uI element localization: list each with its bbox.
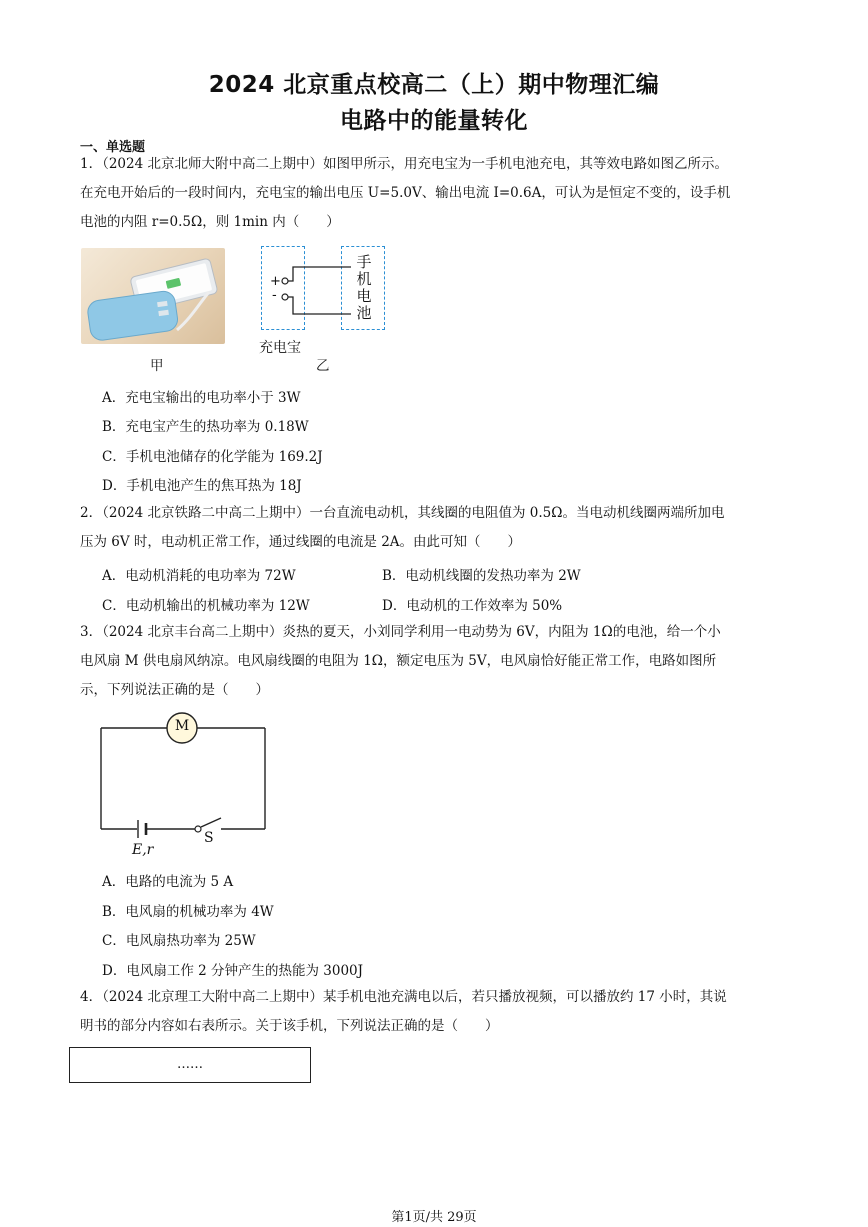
figure-yi-label: 乙: [316, 358, 330, 374]
question-1-line-2: 在充电开始后的一段时间内，充电宝的输出电压 U=5.0V、输出电流 I=0.6A，可认为是恒定不变的，设手机: [80, 185, 731, 201]
battery-label-char: 机: [356, 270, 372, 288]
q1-option-d: D．手机电池产生的焦耳热为 18J: [102, 478, 302, 494]
question-4: [80, 983, 790, 1041]
question-2: [80, 499, 790, 557]
q1-option-c: C．手机电池储存的化学能为 169.2J: [102, 449, 323, 465]
q2-option-c: C．电动机输出的机械功率为 12W: [102, 598, 310, 614]
battery-vertical-label: [354, 254, 374, 322]
powerbank-label: 充电宝: [259, 340, 301, 356]
question-1-line-1: 1．（2024 北京北师大附中高二上期中）如图甲所示，用充电宝为一手机电池充电，其等效电路如图乙所示。: [80, 156, 728, 172]
question-4-line-1: 4．（2024 北京理工大附中高二上期中）某手机电池充满电以后，若只播放视频，可以播放约 17 小时，其说: [80, 989, 727, 1005]
q1-option-a: A．充电宝输出的电功率小于 3W: [102, 390, 301, 406]
question-2-line-2: 压为 6V 时，电动机正常工作，通过线圈的电流是 2A。由此可知（ ）: [80, 534, 522, 550]
q3-option-c: C．电风扇热功率为 25W: [102, 933, 256, 949]
q1-option-b: B．充电宝产生的热功率为 0.18W: [102, 419, 309, 435]
question-3-line-3: 示，下列说法正确的是（ ）: [80, 682, 269, 698]
document-title: 2024 北京重点校高二（上）期中物理汇编: [208, 72, 660, 98]
question-4-line-2: 明书的部分内容如右表所示。关于该手机，下列说法正确的是（ ）: [80, 1018, 499, 1034]
question-1-line-3: 电池的内阻 r=0.5Ω，则 1min 内（ ）: [80, 214, 340, 230]
q2-option-a: A．电动机消耗的电功率为 72W: [102, 568, 296, 584]
question-2-line-1: 2．（2024 北京铁路二中高二上期中）一台直流电动机，其线圈的电阻值为 0.5Ω。当电动机线圈两端所加电: [80, 505, 725, 521]
switch-label: S: [204, 830, 214, 846]
motor-label: M: [174, 718, 190, 734]
switch-blade: [201, 818, 221, 827]
spec-table-box: [69, 1047, 311, 1083]
minus-terminal-label: -: [272, 288, 277, 303]
q3-option-d: D．电风扇工作 2 分钟产生的热能为 3000J: [102, 963, 364, 979]
section-heading: 一、单选题: [80, 140, 146, 155]
document-subtitle: 电路中的能量转化: [340, 108, 528, 134]
q2-option-d: D．电动机的工作效率为 50%: [382, 598, 563, 614]
q2-option-b: B．电动机线圈的发热功率为 2W: [382, 568, 581, 584]
battery-label-char: 池: [356, 304, 372, 322]
battery-label-char: 电: [356, 287, 372, 305]
battery-label-char: 手: [356, 253, 372, 271]
question-1: [80, 150, 790, 237]
plus-terminal-label: +: [270, 274, 281, 289]
q3-option-a: A．电路的电流为 5 A: [102, 874, 234, 890]
battery-emf-label: E,r: [132, 842, 154, 858]
question-3-line-2: 电风扇 M 供电扇风纳凉。电风扇线圈的电阻为 1Ω，额定电压为 5V，电风扇恰好能正常工作，电路如图所: [80, 653, 717, 669]
figure-jia-label: 甲: [150, 358, 164, 374]
page-footer: 第1页/共 29页: [391, 1210, 477, 1225]
question-3: [80, 618, 790, 705]
question-3-line-1: 3．（2024 北京丰台高二上期中）炎热的夏天，小刘同学利用一电动势为 6V，内阻为 1Ω的电池，给一个小: [80, 624, 721, 640]
powerbank-photo: [81, 248, 225, 344]
q3-option-b: B．电风扇的机械功率为 4W: [102, 904, 274, 920]
spec-table-ellipsis: ……: [177, 1057, 203, 1072]
